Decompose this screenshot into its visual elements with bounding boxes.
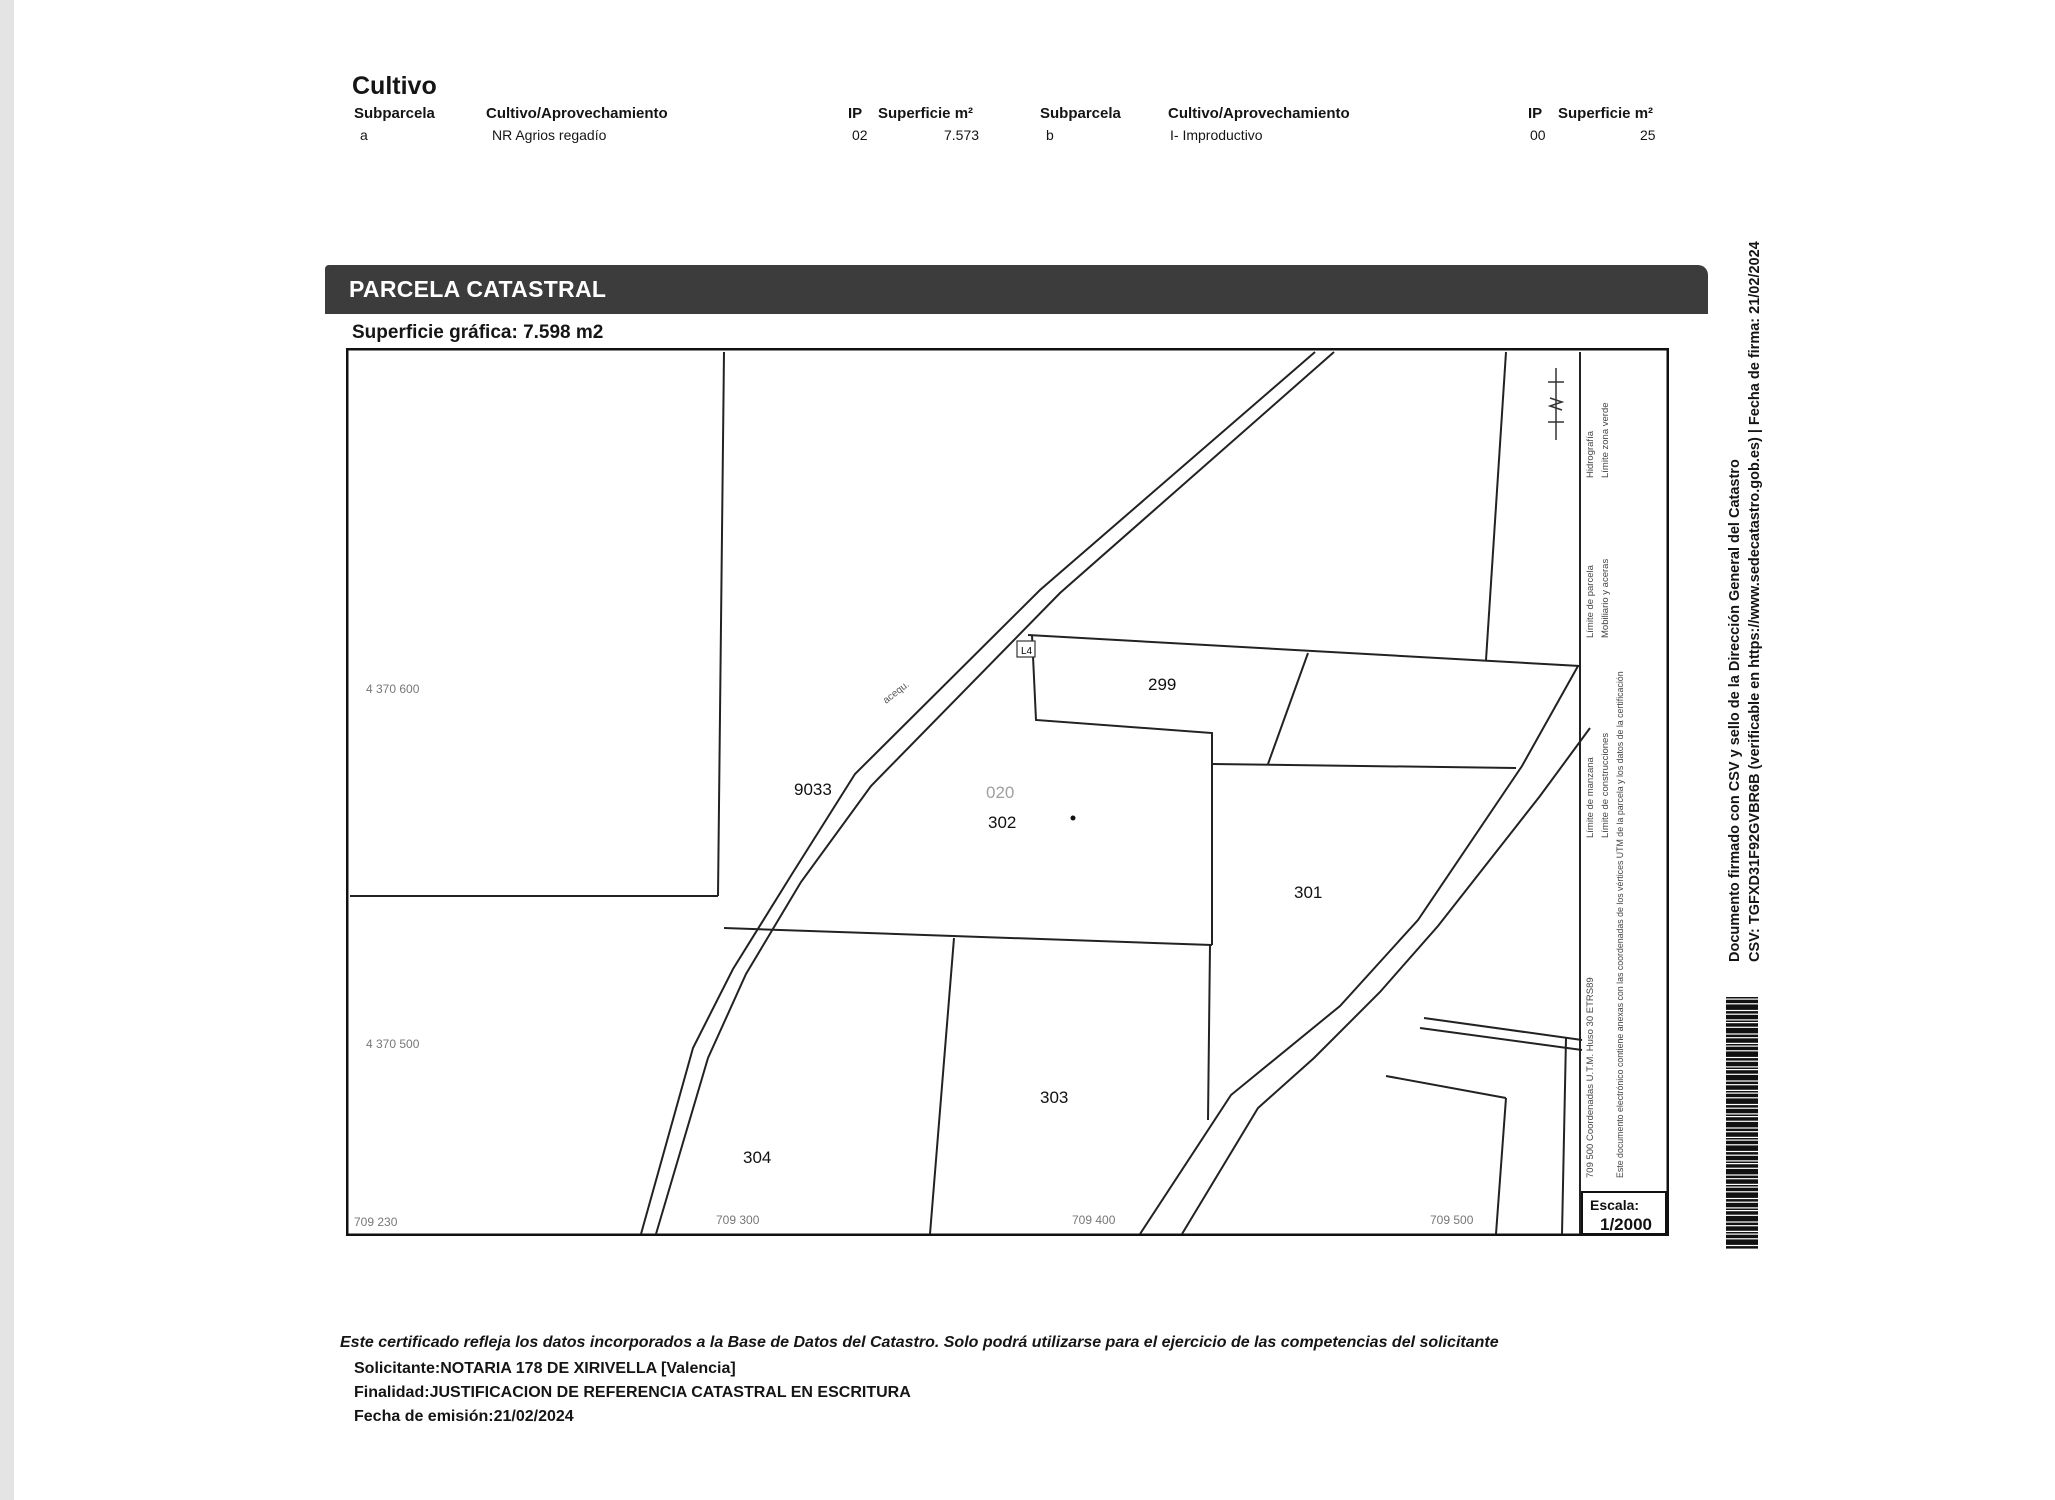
parcela-title: PARCELA CATASTRAL	[349, 276, 607, 302]
parcel-label: 302	[988, 813, 1017, 832]
scale-value: 1/2000	[1600, 1215, 1652, 1234]
parcel-label: 303	[1040, 1088, 1069, 1107]
scale-label: Escala:	[1590, 1197, 1640, 1213]
fecha-value: 21/02/2024	[493, 1408, 574, 1425]
row-b-ip: 00	[1530, 127, 1546, 143]
page-edge	[0, 0, 14, 1500]
road-label: acequ.	[881, 679, 912, 707]
coord-y-label: 4 370 500	[366, 1037, 420, 1051]
col-subparcela-2: Subparcela	[1040, 105, 1121, 122]
fecha-line	[354, 1408, 574, 1426]
solicitante-value: NOTARIA 178 DE XIRIVELLA [Valencia]	[440, 1360, 736, 1377]
col-superficie-2: Superficie m²	[1558, 105, 1654, 122]
coord-x-label: 709 400	[1072, 1213, 1116, 1227]
barcode-icon	[1724, 995, 1760, 1251]
finalidad-line	[354, 1384, 911, 1402]
legend-zona-verde: Límite zona verde	[1600, 402, 1611, 478]
legend-hidrografia: Hidrografía	[1585, 431, 1596, 478]
row-a-ip: 02	[852, 127, 868, 143]
cultivo-title: Cultivo	[352, 72, 437, 100]
col-cultivo-2: Cultivo/Aprovechamiento	[1168, 105, 1350, 122]
parcel-label: 9033	[794, 780, 832, 799]
finalidad-value: JUSTIFICACION DE REFERENCIA CATASTRAL EN ESCRITURA	[429, 1384, 911, 1401]
legend-limite-construcciones: Límite de construcciones	[1600, 732, 1611, 838]
coord-y-label: 4 370 600	[366, 682, 420, 696]
parcel-label: 304	[743, 1148, 772, 1167]
col-ip-1: IP	[848, 105, 863, 122]
row-a-subparcela: a	[360, 127, 368, 143]
mini-marker-label: L4	[1021, 646, 1033, 657]
solicitante-line	[354, 1360, 736, 1378]
signature-line-2: CSV: TGFXD31F92GVBR6B (verificable en https://www.sedecatastro.gob.es) | Fecha de firma: 21/02/2024	[1747, 241, 1763, 962]
legend-limite-manzana: Límite de manzana	[1585, 757, 1596, 838]
solicitante-label: Solicitante:	[354, 1360, 441, 1377]
parcel-label: 301	[1294, 883, 1323, 902]
col-cultivo-1: Cultivo/Aprovechamiento	[486, 105, 668, 122]
legend-limite-parcela: Límite de parcela	[1585, 565, 1596, 638]
signature-vertical-text	[1727, 122, 1763, 962]
superficie-label: Superficie gráfica:	[352, 322, 518, 343]
row-b-superficie: 25	[1640, 127, 1656, 143]
parcela-header-bar	[325, 265, 1708, 314]
superficie-grafica	[352, 322, 603, 344]
parcel-label: 299	[1148, 675, 1177, 694]
legend-mobiliario: Mobiliario y aceras	[1600, 558, 1611, 638]
col-subparcela-1: Subparcela	[354, 105, 435, 122]
col-superficie-1: Superficie m²	[878, 105, 974, 122]
signature-line-1: Documento firmado con CSV y sello de la Dirección General del Catastro	[1727, 459, 1743, 962]
col-ip-2: IP	[1528, 105, 1543, 122]
centroid-dot	[1071, 816, 1076, 821]
row-a-superficie: 7.573	[944, 127, 980, 143]
coord-x-label: 709 300	[716, 1213, 760, 1227]
legend-note: Este documento electrónico contiene anexas con las coordenadas de los vértices UTM de la parcela y los datos de la certificación	[1615, 671, 1625, 1178]
coord-x-label: 709 230	[354, 1215, 398, 1229]
coord-x-label: 709 500	[1430, 1213, 1474, 1227]
cadastral-map	[346, 348, 1669, 1236]
fecha-label: Fecha de emisión:	[354, 1408, 494, 1425]
legend-coordinates: 709 500 Coordenadas U.T.M. Huso 30 ETRS89	[1585, 977, 1596, 1178]
superficie-value: 7.598 m2	[523, 322, 604, 343]
parcel-label: 020	[986, 783, 1015, 802]
row-a-cultivo: NR Agrios regadío	[492, 127, 607, 143]
row-b-subparcela: b	[1046, 127, 1054, 143]
row-b-cultivo: I- Improductivo	[1170, 127, 1263, 143]
certificate-note: Este certificado refleja los datos incorporados a la Base de Datos del Catastro. Solo podrá utilizarse para el ejercicio de las competencias del solicitante	[340, 1334, 1499, 1351]
finalidad-label: Finalidad:	[354, 1384, 430, 1401]
